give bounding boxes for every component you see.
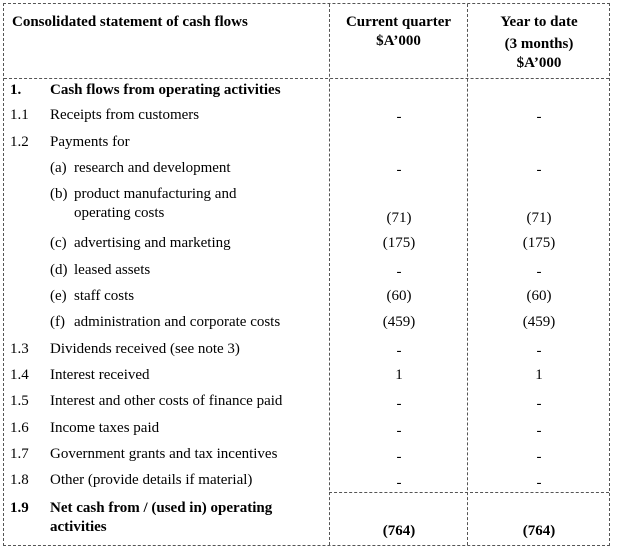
current-quarter-value: - (396, 264, 402, 280)
year-to-date-value: (175) (522, 235, 556, 251)
year-to-date-value: (459) (522, 314, 556, 330)
current-quarter-value: - (396, 449, 402, 465)
year-to-date-value: (71) (526, 210, 552, 226)
row-number: 1.9 (10, 500, 29, 516)
current-quarter-value: - (396, 475, 402, 491)
row-label: (c) advertising and marketing (50, 235, 231, 251)
row-label: (f) administration and corporate costs (50, 314, 281, 330)
cash-flow-table (3, 3, 610, 546)
year-to-date-value: - (536, 396, 542, 412)
current-quarter-value: - (396, 109, 402, 125)
row-number: 1.4 (10, 367, 29, 383)
year-to-date-value: - (536, 109, 542, 125)
row-label: Interest received (50, 367, 150, 383)
current-quarter-value: - (396, 423, 402, 439)
current-quarter-value: (71) (386, 210, 412, 226)
header-cq-line1: Current quarter (345, 14, 452, 30)
row-label: (e) staff costs (50, 288, 135, 304)
column-divider (467, 4, 468, 545)
current-quarter-value: (459) (382, 314, 416, 330)
current-quarter-value: - (396, 162, 402, 178)
row-label: Income taxes paid (50, 420, 160, 436)
row-label: Interest and other costs of finance paid (50, 393, 283, 409)
year-to-date-value: - (536, 449, 542, 465)
table-title: Consolidated statement of cash flows (12, 14, 248, 30)
header-year-to-date (468, 13, 610, 73)
row-number: 1.8 (10, 472, 29, 488)
row-number: 1.5 (10, 393, 29, 409)
current-quarter-value: (60) (386, 288, 412, 304)
row-label: Government grants and tax incentives (50, 446, 278, 462)
year-to-date-value: - (536, 343, 542, 359)
current-quarter-value: - (396, 343, 402, 359)
current-quarter-value: 1 (395, 367, 403, 383)
current-quarter-value: (175) (382, 235, 416, 251)
row-label: (d) leased assets (50, 262, 151, 278)
column-divider (329, 4, 330, 545)
year-to-date-value: 1 (535, 367, 543, 383)
row-number: 1.6 (10, 420, 29, 436)
header-cq-line2: $A’000 (376, 33, 421, 49)
header-ytd-line1: Year to date (500, 14, 578, 30)
row-label: (a) research and development (50, 160, 231, 176)
year-to-date-value: - (536, 423, 542, 439)
row-number: 1. (10, 82, 22, 98)
row-number: 1.1 (10, 107, 29, 123)
row-number: 1.3 (10, 341, 29, 357)
header-ytd-line2: (3 months) (504, 36, 574, 52)
row-label: Payments for (50, 134, 130, 150)
year-to-date-value: - (536, 475, 542, 491)
year-to-date-value: - (536, 264, 542, 280)
header-divider (4, 78, 609, 79)
year-to-date-value: - (536, 162, 542, 178)
row-label: Cash flows from operating activities (50, 82, 281, 98)
row-number: 1.2 (10, 134, 29, 150)
year-to-date-value: (60) (526, 288, 552, 304)
header-current-quarter (330, 13, 467, 51)
row-label: Receipts from customers (50, 107, 200, 123)
current-quarter-value: - (396, 396, 402, 412)
row-label: (b) product manufacturing and operating costs (50, 186, 237, 221)
year-to-date-value: (764) (522, 523, 556, 539)
row-number: 1.7 (10, 446, 29, 462)
row-label: Net cash from / (used in) operating activities (50, 500, 273, 535)
row-label: Other (provide details if material) (50, 472, 253, 488)
row-label: Dividends received (see note 3) (50, 341, 240, 357)
header-ytd-line3: $A’000 (516, 55, 562, 71)
current-quarter-value: (764) (382, 523, 416, 539)
